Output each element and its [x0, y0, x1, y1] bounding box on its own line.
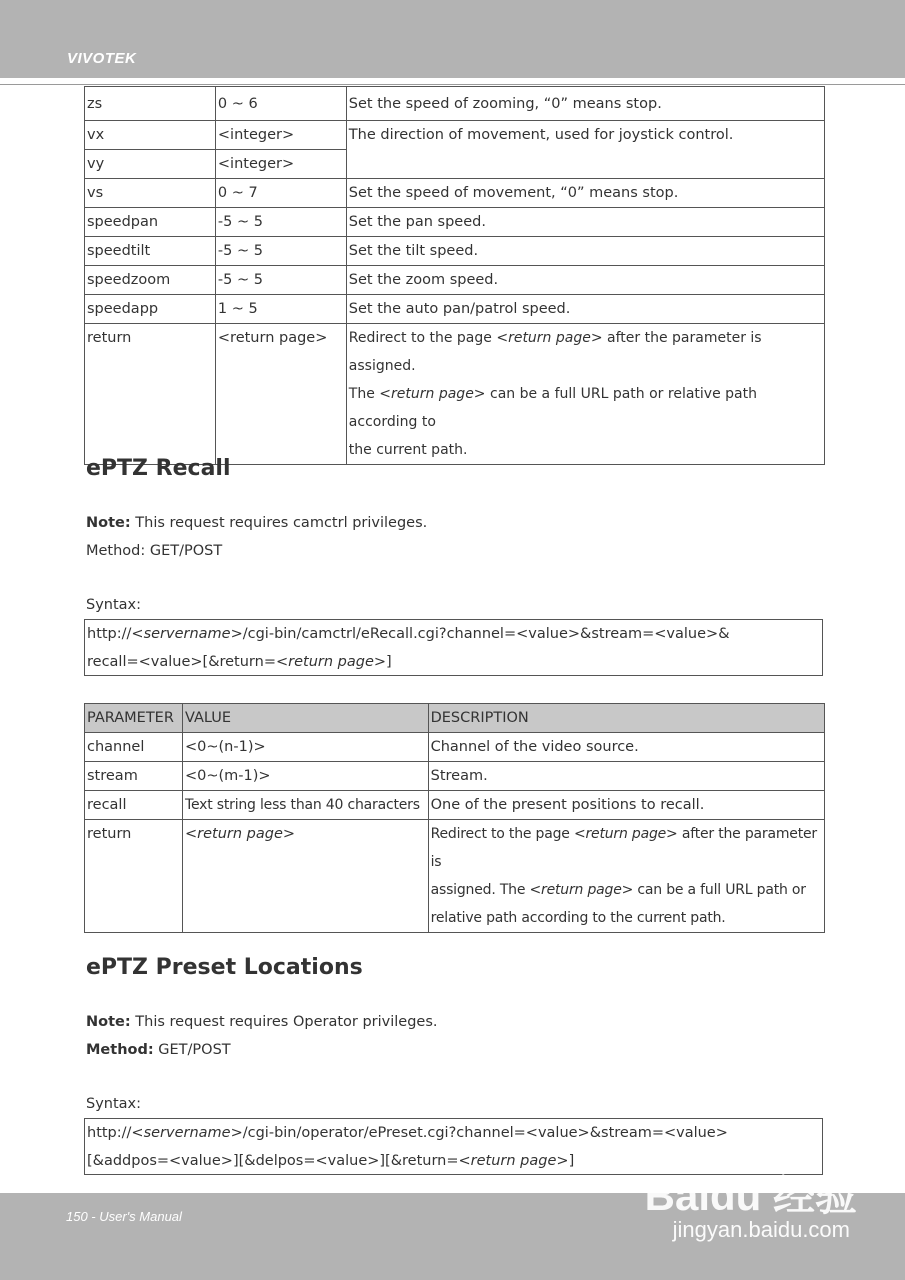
- param-cell: return: [85, 820, 183, 933]
- param-cell: vs: [85, 179, 216, 208]
- value-cell: <0~(n-1)>: [182, 733, 428, 762]
- table-header-row: [85, 704, 825, 733]
- value-cell: -5 ~ 5: [215, 237, 346, 266]
- table-row: [85, 295, 825, 324]
- value-cell: -5 ~ 5: [215, 208, 346, 237]
- table-row: [85, 820, 825, 933]
- syntax-label: Syntax:: [86, 1096, 142, 1112]
- desc-cell: The direction of movement, used for joystick control.: [346, 121, 824, 179]
- desc-cell: Set the speed of movement, “0” means stop.: [346, 179, 824, 208]
- brand-logo: VIVOTEK: [67, 50, 137, 67]
- param-cell: return: [85, 324, 216, 465]
- desc-cell: Stream.: [428, 762, 824, 791]
- value-cell: Text string less than 40 characters: [182, 791, 428, 820]
- desc-cell: Set the zoom speed.: [346, 266, 824, 295]
- table-row: [85, 266, 825, 295]
- desc-cell: Set the pan speed.: [346, 208, 824, 237]
- column-header: PARAMETER: [85, 704, 183, 733]
- value-cell: <0~(m-1)>: [182, 762, 428, 791]
- param-cell: vx: [85, 121, 216, 150]
- note-line: Note: This request requires camctrl privileges.: [86, 515, 428, 531]
- section-title-recall: ePTZ Recall: [86, 456, 231, 481]
- param-cell: channel: [85, 733, 183, 762]
- value-cell: -5 ~ 5: [215, 266, 346, 295]
- method-line: Method: GET/POST: [86, 1042, 231, 1058]
- header-divider: [0, 84, 905, 85]
- page-footer: [0, 1172, 905, 1280]
- desc-cell: Channel of the video source.: [428, 733, 824, 762]
- table-row: [85, 762, 825, 791]
- param-cell: stream: [85, 762, 183, 791]
- value-cell: <integer>: [215, 121, 346, 150]
- column-header: DESCRIPTION: [428, 704, 824, 733]
- syntax-box: http://<servername>/cgi-bin/operator/ePreset.cgi?channel=<value>&stream=<value> [&addpos=<value>][&delpos=<value>][&return=<return page>]: [84, 1118, 823, 1175]
- table-row: [85, 791, 825, 820]
- watermark-logo: Baidu 经验: [644, 1172, 857, 1219]
- method-line: Method: GET/POST: [86, 543, 223, 559]
- value-cell: <integer>: [215, 150, 346, 179]
- column-header: VALUE: [182, 704, 428, 733]
- param-cell: speedpan: [85, 208, 216, 237]
- value-cell: <return page>: [182, 820, 428, 933]
- syntax-label: Syntax:: [86, 597, 142, 613]
- value-cell: <return page>: [215, 324, 346, 465]
- ptz-parameter-table: [84, 86, 825, 465]
- value-cell: 0 ~ 7: [215, 179, 346, 208]
- value-cell: 0 ~ 6: [215, 87, 346, 121]
- page-number: 150 - User's Manual: [66, 1209, 182, 1224]
- desc-cell: Set the speed of zooming, “0” means stop.: [346, 87, 824, 121]
- param-cell: zs: [85, 87, 216, 121]
- table-row: [85, 733, 825, 762]
- param-cell: speedtilt: [85, 237, 216, 266]
- watermark-url: jingyan.baidu.com: [672, 1217, 850, 1242]
- param-cell: speedzoom: [85, 266, 216, 295]
- desc-cell: One of the present positions to recall.: [428, 791, 824, 820]
- param-cell: recall: [85, 791, 183, 820]
- table-row: [85, 121, 825, 150]
- param-cell: vy: [85, 150, 216, 179]
- table-row: [85, 324, 825, 465]
- value-cell: 1 ~ 5: [215, 295, 346, 324]
- table-row: [85, 87, 825, 121]
- desc-cell: Redirect to the page <return page> after the parameter is assigned. The <return page> can be a full URL path or relative path according to the current path.: [346, 324, 824, 465]
- desc-cell: Redirect to the page <return page> after the parameter is assigned. The <return page> can be a full URL path or relative path according to the current path.: [428, 820, 824, 933]
- desc-cell: Set the tilt speed.: [346, 237, 824, 266]
- desc-cell: Set the auto pan/patrol speed.: [346, 295, 824, 324]
- syntax-box: http://<servername>/cgi-bin/camctrl/eRecall.cgi?channel=<value>&stream=<value>& recall=<value>[&return=<return page>]: [84, 619, 823, 676]
- param-cell: speedapp: [85, 295, 216, 324]
- recall-parameter-table: [84, 703, 825, 933]
- table-row: [85, 208, 825, 237]
- page-header: [0, 0, 905, 78]
- section-title-preset: ePTZ Preset Locations: [86, 955, 363, 980]
- table-row: [85, 179, 825, 208]
- note-line: Note: This request requires Operator privileges.: [86, 1014, 438, 1030]
- table-row: [85, 237, 825, 266]
